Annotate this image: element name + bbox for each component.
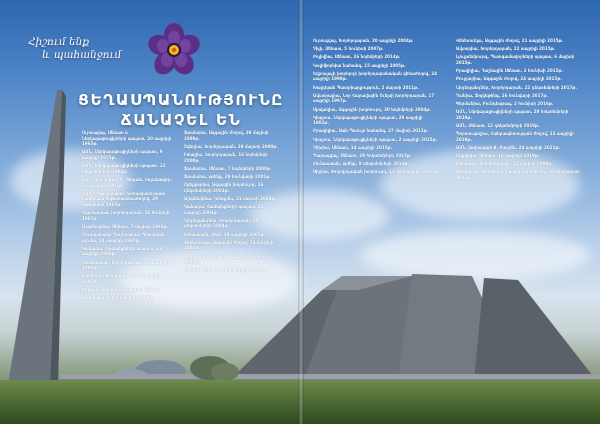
recognition-entry: Կալիֆորնիա նահանգ, 15 ապրիլի 2005թ. <box>313 62 406 68</box>
recognition-entry: Կանադա, Համայնքների պալատ, 21 ապրիլի 2004թ. <box>184 204 264 215</box>
slogan-line-1: Հիշում ենք <box>28 36 89 48</box>
recognition-entry: Չեխիա, Սենատ, 14 ապրիլի 2015թ. <box>313 144 393 150</box>
recognition-entry: Կիպրոս, Ներկայացուցիչների պալատ, 2 ապրիլի 2015թ. <box>313 136 438 142</box>
recognition-entry: Գերմանիա, Բունդեսթագ, 16 հունիսի 2005թ. <box>184 253 267 265</box>
recognition-entry: Բրազիլիա, Սան Պաուլո նահանգ, 27 մայիսի 2011թ. <box>313 128 429 134</box>
page-gutter <box>298 0 304 424</box>
recognition-entry: Ֆրանսիա, Սահմանադրական խորհուրդ, 28 փետրվարի 2012թ. <box>456 169 580 180</box>
recognition-entry: Նիդեռլանդներ, Խորհրդարան, 21 դեկտեմբերի 2004թ. <box>184 217 259 229</box>
recognition-entry: Լիտվա, Սեյմ, 15 դեկտեմբերի 2005թ. <box>184 267 268 273</box>
recognition-entry: ԱՄՆ, Ներկայացուցիչների պալատ, 29 հոկտեմբերի 2019թ. <box>456 109 569 120</box>
recognition-entry: Եվրոպական խորհրդարան, 18 հունիսի 1987թ. <box>82 210 170 221</box>
recognition-entry: Շվեյցարիա, Ազգային խորհուրդ, 16 դեկտեմբերի 2003թ. <box>184 182 264 193</box>
recognition-entry: Վատիկան, 10 նոյեմբերի 2000թ. <box>82 295 155 301</box>
recognition-entry: Ուրուգվայ, Խորհրդարան, 20 ապրիլի 2004թ. <box>313 38 414 43</box>
recognition-entry: Պորտուգալիա, Հանրապետության ժողով, 22 ապրիլի 2019թ. <box>456 131 574 142</box>
recognition-entry: Մեքսիկա, Սենատ, 16 ապրիլի 2019թ. <box>456 153 540 159</box>
page-title <box>70 90 292 130</box>
forget-me-not-icon <box>144 22 204 78</box>
recognition-entry: Նիդեռլանդներ, Խորհրդարան, 22 դեկտեմբերի 2017թ. <box>456 84 577 90</box>
recognition-entry: Ֆրանսիա, Սենատ, 7 նոյեմբերի 2000թ. <box>184 165 272 171</box>
recognition-entry: Բելգիա, Սենատ, 26 մարտի 1998թ. <box>82 287 161 293</box>
recognition-column-3 <box>313 38 439 178</box>
recognition-entry: Չիլի, Սենատ, 5 հունիսի 2007թ. <box>313 46 384 52</box>
recognition-entry: Շվեդիա, Խորհրդարան, 29 մարտի 2000թ. <box>184 143 278 149</box>
recognition-column-2 <box>184 130 278 276</box>
title-line-1: ՑԵՂԱՍՊԱՆՈՒԹՅՈՒՆԸ <box>78 91 284 109</box>
slogan-line-2: և պահանջում <box>42 49 122 61</box>
recognition-entry: ԱՄՆ, Ներկայացուցիչների պալատ, 12 սեպտեմբերի 1984թ. <box>82 163 166 174</box>
recognition-entry: Վենեսուելա, Ազգային ժողով, 14 հուլիսի 2005թ. <box>184 239 274 251</box>
recognition-entry: Բուլղարիա, Ազգային ժողով, 24 ապրիլի 2015թ. <box>456 76 562 82</box>
recognition-entry: Լիբանան, Խորհրդարան, 3 ապրիլի 1997թ. <box>82 273 160 284</box>
recognition-column-1 <box>82 130 174 304</box>
recognition-entry: Արգենտինա, Կոնգրես, 31 մարտի 2004թ. <box>184 195 277 201</box>
recognition-entry: Ավստրալիա, Նոր Հարավային Ուելսի խորհրդարան, 17 ապրիլի 1997թ. <box>313 92 435 104</box>
recognition-entry: Լեհաստան, Սեյմ, 19 ապրիլի 2005թ. <box>184 231 266 237</box>
recognition-entry: Եվրոպայի խորհրդի խորհրդարանական վեհաժողով, 24 ապրիլի 1998թ. <box>313 70 437 82</box>
recognition-entry: Ավստրիա, Խորհրդարան, 22 ապրիլի 2015թ. <box>456 46 556 52</box>
recognition-entry: Լիբանան, Խորհրդարան, 11 մայիսի 2000թ. <box>456 161 553 167</box>
recognition-entry: ԱՄՆ, նախագահ Ջ. Բայդեն, 24 ապրիլի 2021թ. <box>456 144 561 150</box>
recognition-entry: Արգենտինա, Սենատ, 5 մայիսի 1993թ. <box>82 223 169 229</box>
recognition-entry: ԱՄՆ, նախագահ Ռ. Ռեյգան, հռչակագիր, 22 ապրիլի 1981թ. <box>82 176 173 188</box>
recognition-entry: Հունաստան, օրենք, 9 սեպտեմբերի 2014թ. <box>313 161 410 167</box>
recognition-entry: Ուրուգվայ, Սենատ և Ներկայացուցիչների պալատ, 20 ապրիլի 1965թ. <box>82 130 172 147</box>
recognition-entry: Ֆրանսիա, Ազգային ժողով, 29 մայիսի 1998թ. <box>184 130 269 141</box>
recognition-entry: Պարագվայ, Սենատ, 29 հոկտեմբերի 2015թ. <box>313 153 412 159</box>
recognition-entry: Իտալիա, Խորհրդարան, 16 նոյեմբերի 2000թ. <box>184 151 268 163</box>
recognition-entry: Սիրիա, Ժողովրդական խորհուրդ, 13 փետրվարի 2020թ. <box>313 169 439 175</box>
recognition-entry: Դանիա, Ֆոլկեթինգ, 26 հունվարի 2017թ. <box>456 92 548 98</box>
recognition-entry: Խալդեյան Պատրիարքություն, 2 մարտի 2011թ. <box>313 84 419 90</box>
recognition-entry: Լյուքսեմբուրգ, Պատգամավորների պալատ, 6 մայիսի 2015թ. <box>456 54 575 65</box>
recognition-entry: ԱՄՆ, Սենատ, 12 դեկտեմբերի 2019թ. <box>456 122 540 128</box>
slogan <box>28 36 121 62</box>
recognition-entry: Բոլիվիա, Սենատ, 26 նոյեմբերի 2014թ. <box>313 54 401 60</box>
memorial-slab <box>474 278 596 380</box>
recognition-entry: Կիպրոս, Ներկայացուցիչների պալատ, 29 ապրիլի 1982թ. <box>313 114 423 126</box>
recognition-entry: Ֆրանսիա, օրենք, 29 հունվարի 2001թ. <box>184 173 271 179</box>
recognition-entry: Բրազիլիա, Դաշնային Սենատ, 2 հունիսի 2015թ. <box>456 68 564 74</box>
recognition-entry: ՄԱԿ-ի Ռասայական խտրականության կանխման ենթահանձնաժողով, 29 օգոստոսի 1985թ. <box>82 190 166 207</box>
recognition-entry: ԱՄՆ, Ներկայացուցիչների պալատ, 9 ապրիլի 1975թ. <box>82 149 163 160</box>
recognition-entry: Հունաստան, Խորհրդարան, 25 ապրիլի 1996թ. <box>82 259 169 271</box>
recognition-entry: Սլովակիա, Ազգային խորհուրդ, 30 նոյեմբերի 2004թ. <box>313 106 431 112</box>
recognition-entry: Գերմանիա, Բունդեսթագ, 2 հունիսի 2016թ. <box>456 100 554 106</box>
recognition-entry: Վենեսուելա, Ազգային ժողով, 21 ապրիլի 2015թ. <box>456 38 564 43</box>
recognition-entry: Ռուսաստանի Դաշնության Պետական դումա, 14 ապրիլի 1995թ. <box>82 232 165 243</box>
recognition-column-4 <box>456 38 582 183</box>
recognition-entry: Կանադա, Համայնքների պալատ, 23 ապրիլի 1996թ. <box>82 245 162 257</box>
title-line-2: ՃԱՆԱՉԵԼ ԵՆ <box>120 111 242 129</box>
